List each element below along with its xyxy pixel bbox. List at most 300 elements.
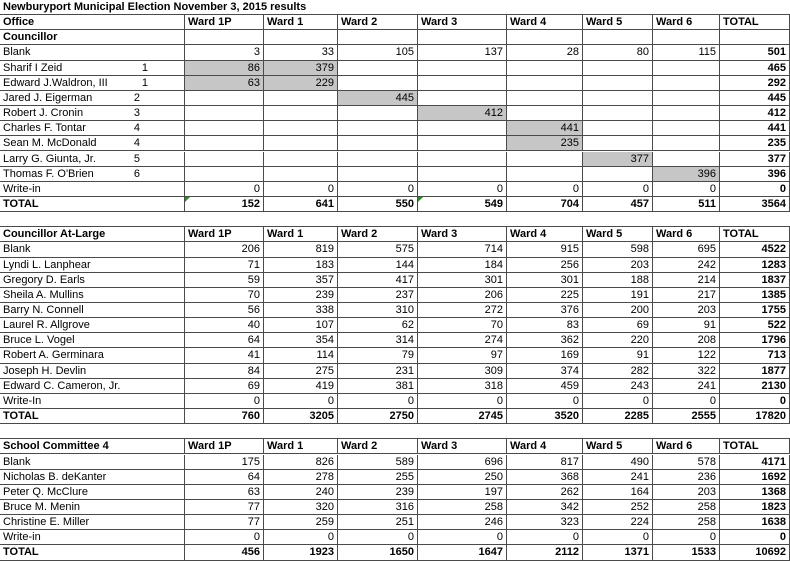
vote-cell: [264, 106, 338, 121]
vote-cell: 490: [583, 455, 653, 470]
vote-cell: 320: [264, 500, 338, 515]
vote-cell: 817: [507, 455, 583, 470]
office-header: Office: [0, 15, 185, 30]
vote-cell: 362: [507, 333, 583, 348]
ward-total: 1923: [264, 545, 338, 560]
rank-number: 2: [133, 91, 140, 104]
vote-cell: 200: [583, 303, 653, 318]
vote-cell: [185, 121, 264, 136]
vote-cell: [653, 91, 720, 106]
ward-total: 1371: [583, 545, 653, 560]
vote-cell: 0: [418, 530, 507, 545]
vote-cell: 63: [185, 76, 264, 91]
candidate-name: Joseph H. Devlin: [0, 364, 185, 379]
row-total: 1385: [720, 288, 790, 303]
vote-cell: 77: [185, 500, 264, 515]
vote-cell: [338, 61, 418, 76]
rank-number: 1: [141, 61, 148, 74]
vote-cell: 64: [185, 470, 264, 485]
section-title: School Committee 4: [0, 439, 185, 454]
row-total: 1877: [720, 364, 790, 379]
row-total: 1796: [720, 333, 790, 348]
rank-number: 3: [133, 107, 140, 120]
empty-cell: [338, 30, 418, 45]
empty-cell: [185, 30, 264, 45]
vote-cell: 0: [583, 530, 653, 545]
ward-total: 704: [507, 197, 583, 212]
vote-cell: [507, 91, 583, 106]
vote-cell: 59: [185, 273, 264, 288]
table-row: [0, 136, 790, 151]
vote-cell: 197: [418, 485, 507, 500]
vote-cell: 251: [338, 515, 418, 530]
column-header: Ward 3: [418, 227, 507, 242]
table-row: [0, 273, 790, 288]
vote-cell: 77: [185, 515, 264, 530]
candidate-name: Sean M. McDonald 4: [0, 136, 185, 151]
vote-cell: [583, 61, 653, 76]
vote-cell: 220: [583, 333, 653, 348]
vote-cell: 310: [338, 303, 418, 318]
vote-cell: 696: [418, 455, 507, 470]
candidate-name: Edward C. Cameron, Jr.: [0, 379, 185, 394]
vote-cell: 255: [338, 470, 418, 485]
vote-cell: 169: [507, 348, 583, 363]
vote-cell: 0: [507, 394, 583, 409]
vote-cell: [185, 91, 264, 106]
vote-cell: [338, 136, 418, 151]
ward-total: 457: [583, 197, 653, 212]
ward-total: 2112: [507, 545, 583, 560]
vote-cell: [583, 121, 653, 136]
section-header-row: [0, 439, 790, 454]
vote-cell: 575: [338, 242, 418, 257]
vote-cell: 191: [583, 288, 653, 303]
section-title: Councillor: [0, 30, 185, 45]
vote-cell: 459: [507, 379, 583, 394]
vote-cell: 137: [418, 45, 507, 60]
header-row: [0, 15, 790, 30]
table-row: [0, 288, 790, 303]
column-header: Ward 1P: [185, 15, 264, 30]
total-label: TOTAL: [0, 409, 185, 424]
table-row: [0, 167, 790, 182]
vote-cell: 262: [507, 485, 583, 500]
vote-cell: 368: [507, 470, 583, 485]
table-row: [0, 182, 790, 197]
vote-cell: 70: [418, 318, 507, 333]
column-header: TOTAL: [720, 439, 790, 454]
vote-cell: 318: [418, 379, 507, 394]
vote-cell: [653, 121, 720, 136]
candidate-name: Blank: [0, 45, 185, 60]
ward-total: 2750: [338, 409, 418, 424]
vote-cell: 0: [583, 394, 653, 409]
vote-cell: [338, 76, 418, 91]
table-row: [0, 394, 790, 409]
ward-total: 3520: [507, 409, 583, 424]
ward-total: 2555: [653, 409, 720, 424]
vote-cell: 114: [264, 348, 338, 363]
row-total: 1823: [720, 500, 790, 515]
vote-cell: 278: [264, 470, 338, 485]
table-row: [0, 530, 790, 545]
ward-total: 1647: [418, 545, 507, 560]
total-row: [0, 409, 790, 424]
vote-cell: 377: [583, 152, 653, 167]
table-row: [0, 61, 790, 76]
vote-cell: [185, 152, 264, 167]
vote-cell: 441: [507, 121, 583, 136]
vote-cell: 0: [338, 394, 418, 409]
vote-cell: 374: [507, 364, 583, 379]
vote-cell: 258: [653, 500, 720, 515]
vote-cell: 316: [338, 500, 418, 515]
row-total: 713: [720, 348, 790, 363]
vote-cell: 0: [264, 182, 338, 197]
table-row: [0, 515, 790, 530]
row-total: 465: [720, 61, 790, 76]
candidate-name: Laurel R. Allgrove: [0, 318, 185, 333]
candidate-name: Bruce L. Vogel: [0, 333, 185, 348]
rank-number: 4: [133, 122, 140, 135]
table-row: [0, 76, 790, 91]
column-header: TOTAL: [720, 15, 790, 30]
column-header: Ward 1: [264, 227, 338, 242]
row-total: 4171: [720, 455, 790, 470]
section-header-row: [0, 30, 790, 45]
vote-cell: 206: [185, 242, 264, 257]
table-row: [0, 106, 790, 121]
candidate-name: Gregory D. Earls: [0, 273, 185, 288]
vote-cell: 379: [264, 61, 338, 76]
column-header: Ward 5: [583, 15, 653, 30]
table-row: [0, 333, 790, 348]
ward-total: 1533: [653, 545, 720, 560]
vote-cell: 915: [507, 242, 583, 257]
vote-cell: 225: [507, 288, 583, 303]
ward-total: 511: [653, 197, 720, 212]
vote-cell: 239: [338, 485, 418, 500]
vote-cell: 381: [338, 379, 418, 394]
vote-cell: 184: [418, 258, 507, 273]
column-header: Ward 1P: [185, 227, 264, 242]
spacer-cell: [0, 424, 790, 439]
vote-cell: 231: [338, 364, 418, 379]
vote-cell: 826: [264, 455, 338, 470]
vote-cell: 578: [653, 455, 720, 470]
vote-cell: [583, 136, 653, 151]
vote-cell: 695: [653, 242, 720, 257]
vote-cell: 0: [507, 530, 583, 545]
row-total: 377: [720, 152, 790, 167]
vote-cell: 41: [185, 348, 264, 363]
row-total: 0: [720, 394, 790, 409]
column-header: Ward 6: [653, 227, 720, 242]
ward-total: 3205: [264, 409, 338, 424]
vote-cell: 203: [583, 258, 653, 273]
vote-cell: 80: [583, 45, 653, 60]
table-row: [0, 485, 790, 500]
ward-total: 456: [185, 545, 264, 560]
row-total: 1368: [720, 485, 790, 500]
vote-cell: 84: [185, 364, 264, 379]
vote-cell: 217: [653, 288, 720, 303]
grand-total: 3564: [720, 197, 790, 212]
row-total: 412: [720, 106, 790, 121]
table-row: [0, 91, 790, 106]
vote-cell: 115: [653, 45, 720, 60]
candidate-name: Robert J. Cronin 3: [0, 106, 185, 121]
vote-cell: 589: [338, 455, 418, 470]
vote-cell: 0: [264, 530, 338, 545]
sheet-title: Newburyport Municipal Election November 3, 2015 results: [0, 0, 790, 15]
candidate-name: Larry G. Giunta, Jr. 5: [0, 152, 185, 167]
vote-cell: 0: [583, 182, 653, 197]
row-total: 2130: [720, 379, 790, 394]
row-total: 1283: [720, 258, 790, 273]
candidate-name: Jared J. Eigerman 2: [0, 91, 185, 106]
vote-cell: 256: [507, 258, 583, 273]
row-total: 1837: [720, 273, 790, 288]
vote-cell: [507, 152, 583, 167]
ward-total: 760: [185, 409, 264, 424]
vote-cell: 0: [338, 182, 418, 197]
column-header: Ward 5: [583, 439, 653, 454]
vote-cell: [338, 167, 418, 182]
grand-total: 17820: [720, 409, 790, 424]
vote-cell: [418, 121, 507, 136]
vote-cell: 412: [418, 106, 507, 121]
vote-cell: [185, 167, 264, 182]
candidate-name: Peter Q. McClure: [0, 485, 185, 500]
row-total: 445: [720, 91, 790, 106]
vote-cell: 0: [653, 394, 720, 409]
vote-cell: 314: [338, 333, 418, 348]
vote-cell: 252: [583, 500, 653, 515]
rank-number: 5: [133, 152, 140, 165]
rank-number: 6: [133, 167, 140, 180]
column-header: Ward 6: [653, 439, 720, 454]
empty-cell: [418, 30, 507, 45]
column-header: TOTAL: [720, 227, 790, 242]
vote-cell: 224: [583, 515, 653, 530]
vote-cell: 105: [338, 45, 418, 60]
empty-cell: [720, 30, 790, 45]
vote-cell: [583, 167, 653, 182]
row-total: 1692: [720, 470, 790, 485]
vote-cell: [418, 61, 507, 76]
vote-cell: 0: [185, 394, 264, 409]
vote-cell: 86: [185, 61, 264, 76]
vote-cell: [507, 61, 583, 76]
vote-cell: [583, 76, 653, 91]
row-total: 501: [720, 45, 790, 60]
total-label: TOTAL: [0, 197, 185, 212]
vote-cell: 208: [653, 333, 720, 348]
vote-cell: 258: [653, 515, 720, 530]
vote-cell: 0: [185, 530, 264, 545]
vote-cell: [338, 106, 418, 121]
table-row: [0, 258, 790, 273]
candidate-name: Sheila A. Mullins: [0, 288, 185, 303]
vote-cell: 62: [338, 318, 418, 333]
vote-cell: [185, 106, 264, 121]
vote-cell: 322: [653, 364, 720, 379]
candidate-name: Write-in: [0, 530, 185, 545]
vote-cell: 0: [653, 530, 720, 545]
vote-cell: 91: [583, 348, 653, 363]
vote-cell: 242: [653, 258, 720, 273]
vote-cell: 419: [264, 379, 338, 394]
ward-total: 549: [418, 197, 507, 212]
column-header: Ward 5: [583, 227, 653, 242]
candidate-name: Christine E. Miller: [0, 515, 185, 530]
vote-cell: 229: [264, 76, 338, 91]
vote-cell: 107: [264, 318, 338, 333]
vote-cell: 342: [507, 500, 583, 515]
vote-cell: 272: [418, 303, 507, 318]
vote-cell: 0: [418, 394, 507, 409]
table-row: [0, 121, 790, 136]
vote-cell: 240: [264, 485, 338, 500]
vote-cell: [418, 152, 507, 167]
vote-cell: 396: [653, 167, 720, 182]
vote-cell: [264, 167, 338, 182]
vote-cell: 275: [264, 364, 338, 379]
candidate-name: Sharif I Zeid 1: [0, 61, 185, 76]
vote-cell: 323: [507, 515, 583, 530]
vote-cell: [338, 152, 418, 167]
table-row: [0, 45, 790, 60]
vote-cell: 301: [418, 273, 507, 288]
grand-total: 10692: [720, 545, 790, 560]
table-row: [0, 364, 790, 379]
ward-total: 550: [338, 197, 418, 212]
vote-cell: [653, 152, 720, 167]
candidate-name: Nicholas B. deKanter: [0, 470, 185, 485]
vote-cell: 0: [338, 530, 418, 545]
vote-cell: [653, 61, 720, 76]
column-header: Ward 1P: [185, 439, 264, 454]
vote-cell: 241: [583, 470, 653, 485]
section-title: Councillor At-Large: [0, 227, 185, 242]
empty-cell: [583, 30, 653, 45]
ward-total: 152: [185, 197, 264, 212]
vote-cell: 0: [264, 394, 338, 409]
vote-cell: 598: [583, 242, 653, 257]
column-header: Ward 4: [507, 15, 583, 30]
vote-cell: 203: [653, 303, 720, 318]
candidate-name: Barry N. Connell: [0, 303, 185, 318]
table-row: [0, 455, 790, 470]
vote-cell: 338: [264, 303, 338, 318]
vote-cell: 97: [418, 348, 507, 363]
ward-total: 1650: [338, 545, 418, 560]
vote-cell: 241: [653, 379, 720, 394]
vote-cell: 239: [264, 288, 338, 303]
spacer-row: [0, 212, 790, 227]
vote-cell: 79: [338, 348, 418, 363]
total-row: [0, 545, 790, 560]
empty-cell: [653, 30, 720, 45]
vote-cell: [264, 136, 338, 151]
vote-cell: 354: [264, 333, 338, 348]
vote-cell: 206: [418, 288, 507, 303]
vote-cell: 83: [507, 318, 583, 333]
vote-cell: 144: [338, 258, 418, 273]
table-row: [0, 348, 790, 363]
vote-cell: [418, 76, 507, 91]
vote-cell: 28: [507, 45, 583, 60]
cell-marker-icon: [185, 197, 190, 202]
vote-cell: [653, 76, 720, 91]
vote-cell: 417: [338, 273, 418, 288]
candidate-name: Write-in: [0, 182, 185, 197]
vote-cell: 282: [583, 364, 653, 379]
vote-cell: [264, 91, 338, 106]
vote-cell: 0: [418, 182, 507, 197]
vote-cell: [418, 136, 507, 151]
vote-cell: 258: [418, 500, 507, 515]
table-row: [0, 379, 790, 394]
vote-cell: [653, 136, 720, 151]
ward-total: 641: [264, 197, 338, 212]
vote-cell: [583, 91, 653, 106]
row-total: 396: [720, 167, 790, 182]
vote-cell: 259: [264, 515, 338, 530]
spacer-cell: [0, 212, 790, 227]
row-total: 1638: [720, 515, 790, 530]
column-header: Ward 2: [338, 439, 418, 454]
vote-cell: 69: [185, 379, 264, 394]
vote-cell: 64: [185, 333, 264, 348]
vote-cell: 0: [507, 182, 583, 197]
title-row: [0, 0, 790, 15]
vote-cell: 71: [185, 258, 264, 273]
vote-cell: 63: [185, 485, 264, 500]
row-total: 235: [720, 136, 790, 151]
column-header: Ward 1: [264, 439, 338, 454]
candidate-name: Write-In: [0, 394, 185, 409]
vote-cell: 236: [653, 470, 720, 485]
vote-cell: 309: [418, 364, 507, 379]
table-row: [0, 242, 790, 257]
column-header: Ward 4: [507, 227, 583, 242]
ward-total: 2745: [418, 409, 507, 424]
vote-cell: 0: [185, 182, 264, 197]
empty-cell: [507, 30, 583, 45]
vote-cell: [507, 167, 583, 182]
vote-cell: 243: [583, 379, 653, 394]
row-total: 0: [720, 530, 790, 545]
table-row: [0, 318, 790, 333]
vote-cell: 235: [507, 136, 583, 151]
rank-number: 1: [141, 76, 148, 89]
column-header: Ward 3: [418, 439, 507, 454]
candidate-name: Bruce M. Menin: [0, 500, 185, 515]
candidate-name: Thomas F. O'Brien 6: [0, 167, 185, 182]
candidate-name: Blank: [0, 242, 185, 257]
vote-cell: [653, 106, 720, 121]
table-row: [0, 470, 790, 485]
column-header: Ward 6: [653, 15, 720, 30]
ward-total: 2285: [583, 409, 653, 424]
vote-cell: 175: [185, 455, 264, 470]
vote-cell: 237: [338, 288, 418, 303]
candidate-name: Blank: [0, 455, 185, 470]
vote-cell: [264, 121, 338, 136]
